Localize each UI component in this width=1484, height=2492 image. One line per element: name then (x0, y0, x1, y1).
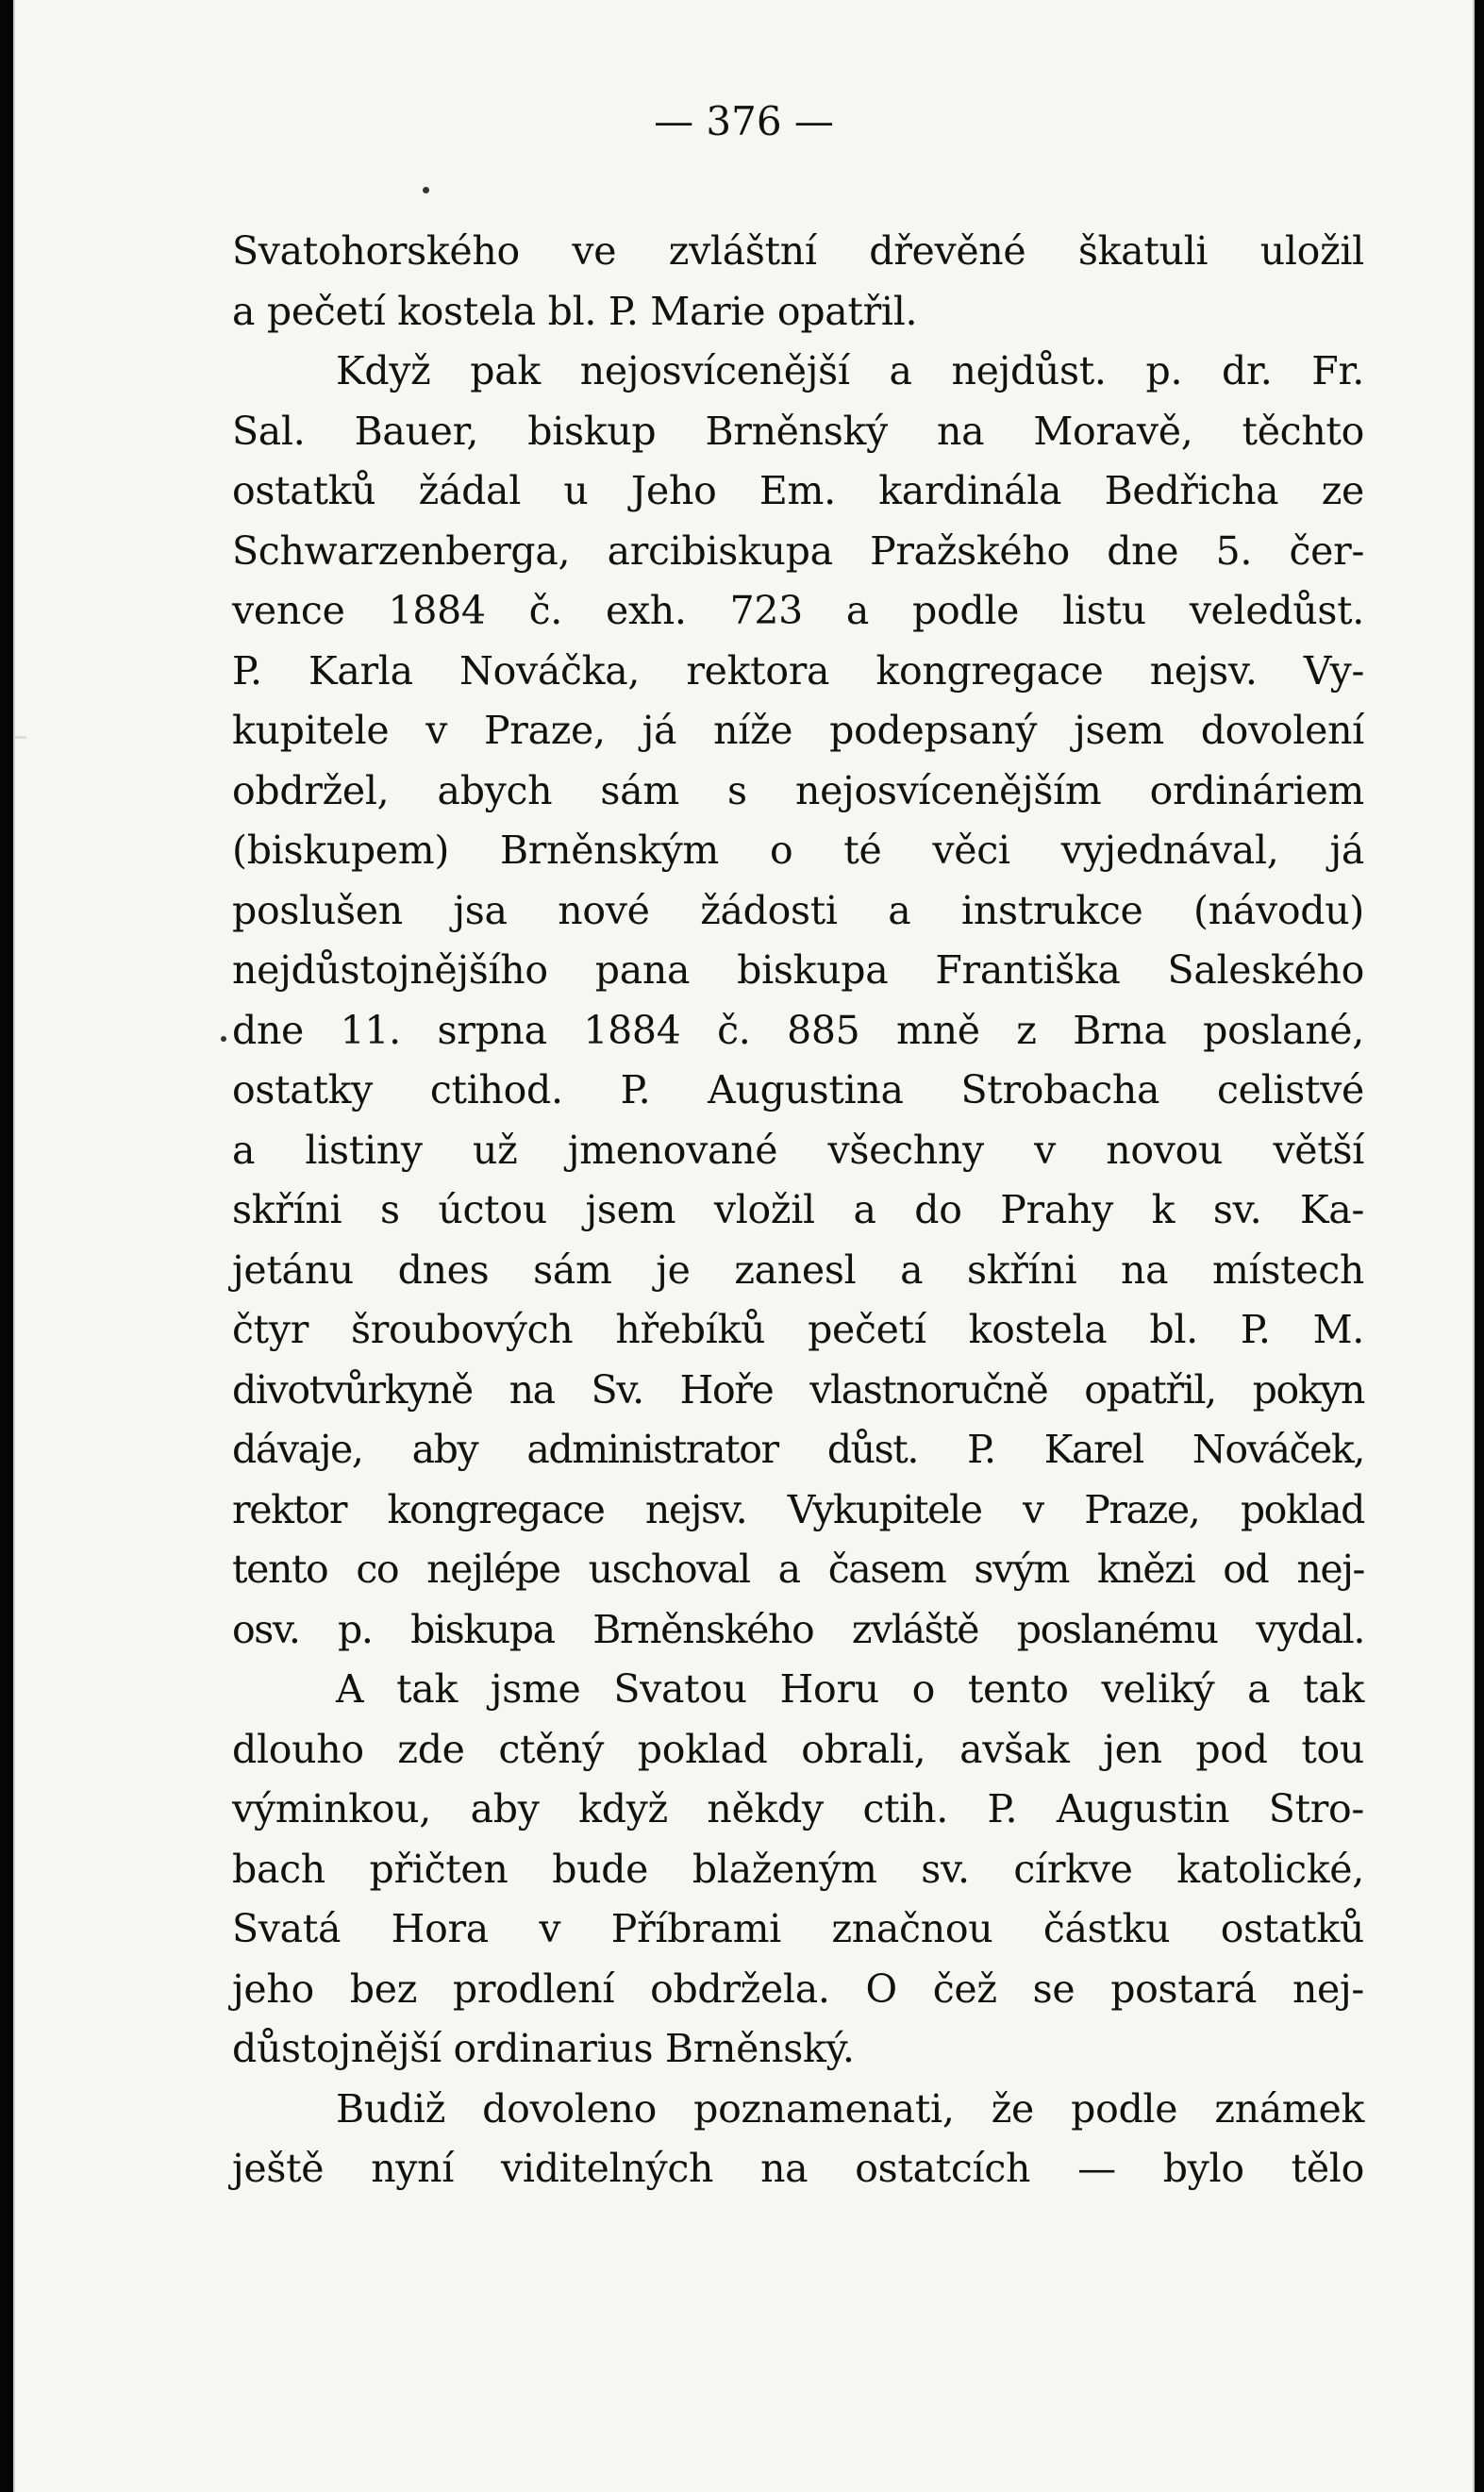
text-line: kupitele v Praze, já níže podepsaný jsem dovolení (232, 708, 1364, 753)
ink-speck (423, 187, 429, 193)
text-line: důstojnější ordinarius Brněnský. (232, 2026, 855, 2071)
text-line: jetánu dnes sám je zanesl a skříni na místech (232, 1246, 1364, 1293)
text-line: A tak jsme Svatou Horu o tento veliký a tak (336, 1666, 1364, 1712)
text-line: jeho bez prodlení obdržela. O čež se postará nej- (232, 1965, 1364, 2012)
text-line: čtyr šroubových hřebíků pečetí kostela bl. P. M. (232, 1307, 1364, 1352)
ink-speck (221, 1036, 226, 1042)
text-line: a pečetí kostela bl. P. Marie opatřil. (232, 288, 918, 334)
text-line: nejdůstojnějšího pana biskupa Františka Saleského (232, 947, 1364, 993)
text-line: obdržel, abych sám s nejosvícenějším ordináriem (232, 767, 1364, 813)
text-line: Schwarzenberga, arcibiskupa Pražského dne 5. čer- (232, 527, 1364, 574)
text-line: Sal. Bauer, biskup Brněnský na Moravě, těchto (232, 408, 1364, 454)
book-page (13, 0, 1475, 2492)
text-line: rektor kongregace nejsv. Vykupitele v Praze, poklad (232, 1486, 1364, 1532)
text-line: Když pak nejosvícenější a nejdůst. p. dr. Fr. (336, 348, 1364, 393)
text-line: ostatky ctihod. P. Augustina Strobacha celistvé (232, 1067, 1364, 1112)
body-text (232, 222, 1364, 2199)
text-line: ještě nyní viditelných na ostatcích — bylo tělo (232, 2146, 1364, 2191)
page-number: — 376 — (654, 98, 834, 144)
text-line: dlouho zde ctěný poklad obrali, avšak jen pod tou (232, 1726, 1364, 1772)
text-line: tento co nejlépe uschoval a časem svým knězi od nej- (232, 1547, 1364, 1592)
text-line: Svatohorského ve zvláštní dřevěné škatuli uložil (232, 228, 1364, 274)
text-line: vence 1884 č. exh. 723 a podle listu veledůst. (232, 588, 1364, 633)
text-line: výminkou, aby když někdy ctih. P. Augustin Stro- (232, 1786, 1364, 1831)
text-line: bach přičten bude blaženým sv. církve katolické, (232, 1846, 1364, 1892)
scan-mark (15, 736, 26, 739)
text-line: poslušen jsa nové žádosti a instrukce (návodu) (232, 887, 1364, 933)
text-line: Svatá Hora v Příbrami značnou částku ostatků (232, 1906, 1364, 1951)
text-line: skříni s úctou jsem vložil a do Prahy k sv. Ka- (232, 1187, 1364, 1232)
text-line: P. Karla Nováčka, rektora kongregace nejsv. Vy- (232, 647, 1364, 694)
text-line: dávaje, aby administrator důst. P. Karel Nováček, (232, 1427, 1364, 1472)
text-line: ostatků žádal u Jeho Em. kardinála Bedřicha ze (232, 468, 1364, 513)
text-line: a listiny už jmenované všechny v novou větší (232, 1127, 1364, 1173)
text-line: (biskupem) Brněnským o té věci vyjednával, já (232, 828, 1364, 873)
text-line: osv. p. biskupa Brněnského zvláště poslanému vydal. (232, 1606, 1364, 1652)
text-line: Budiž dovoleno poznamenati, že podle známek (336, 2085, 1364, 2132)
text-line: dne 11. srpna 1884 č. 885 mně z Brna poslané, (232, 1007, 1364, 1053)
text-line: divotvůrkyně na Sv. Hoře vlastnoručně opatřil, pokyn (232, 1366, 1364, 1413)
